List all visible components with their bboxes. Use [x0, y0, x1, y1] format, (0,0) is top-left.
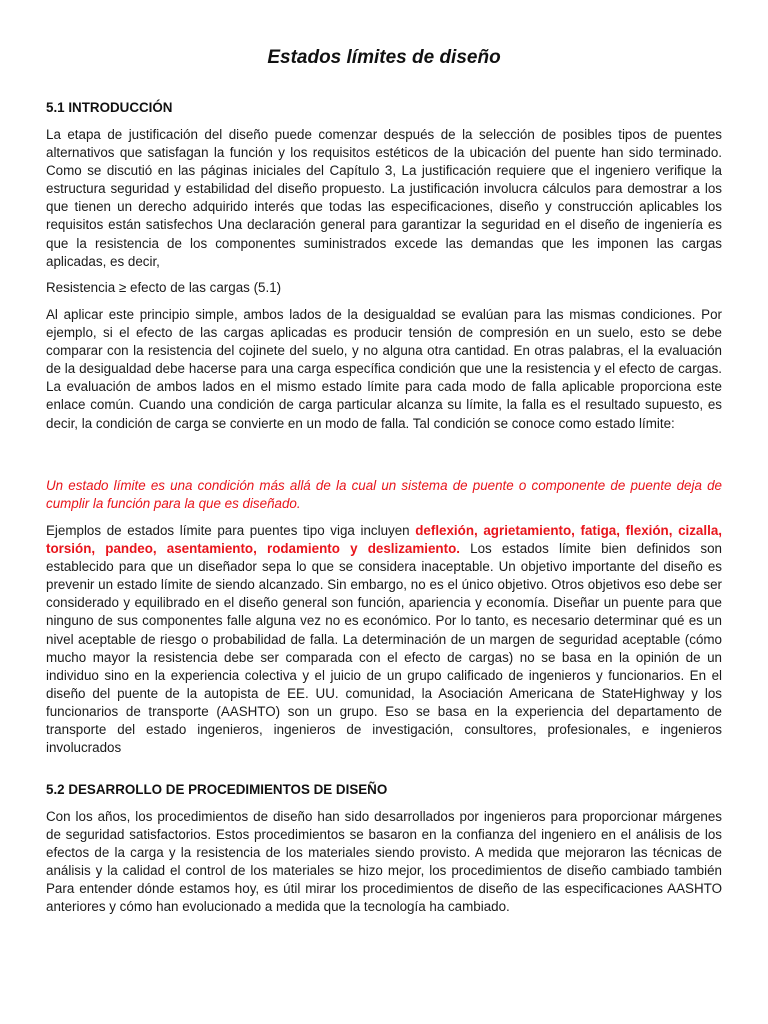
- definition-estado-limite: Un estado límite es una condición más allá de la cual un sistema de puente o componente de puente deja de cumplir la función para la que es diseñado.: [46, 478, 722, 512]
- page-title: Estados límites de diseño: [267, 47, 501, 68]
- paragraph-ejemplos-start: Ejemplos de estados límite para puentes tipo viga incluyen: [46, 523, 416, 538]
- paragraph-ejemplos-end: Los estados límite bien definidos son establecido para que un diseñador sepa lo que se considera inaceptable. Un objetivo importante del diseño es prevenir un estado límite de siendo alcanzado. Sin embargo, no es el único objetivo. Otros objetivos eso debe ser considerado y equilibrado en el diseño general son función, apariencia y economía. Diseñar un puente para que ninguno de sus componentes falle alguna vez no es económico. Por lo tanto, es necesario determinar qué es un nivel aceptable de riesgo o probabilidad de falla. La determinación de un margen de seguridad aceptable (cómo mucho mayor la resistencia debe ser comparada con el efecto de cargas) no se basa en la opinión de un individuo sino en la experiencia colectiva y el juicio de un grupo calificado de ingenieros y funcionarios. En el diseño del puente de la autopista de EE. UU. comunidad, la Asociación Americana de StateHighway y los funcionarios de transporte (AASHTO) son un grupo. Eso se basa en la experiencia del departamento de transporte del estado ingenieros, ingenieros de investigación, consultores, profesionales, e ingenieros involucrados: [46, 541, 722, 756]
- limit-states-list: deflexión, agrietamiento, fatiga, flexión, cizalla, torsión, pandeo, asentamiento, rodamiento y deslizamiento.: [46, 523, 722, 557]
- paragraph-principio: Al aplicar este principio simple, ambos lados de la desigualdad se evalúan para las mismas condiciones. Por ejemplo, si el efecto de las cargas aplicadas es producir tensión de compresión en un suelo, esto se debe comparar con la resistencia del cojinete del suelo, y no alguna otra cantidad. En otras palabras, el la evaluación de la desigualdad debe hacerse para una carga específica condición que une la resistencia y el efecto de cargas. La evaluación de ambos lados en el mismo estado límite para cada modo de falla aplicable proporciona este enlace común. Cuando una condición de carga particular alcanza su límite, la falla es el resultado supuesto, es decir, la condición de carga se convierte en un modo de falla. Tal condición se conoce como estado límite:: [46, 307, 722, 431]
- section-heading-introduccion: 5.1 INTRODUCCIÓN: [46, 100, 173, 115]
- paragraph-ejemplos: [46, 522, 722, 757]
- section-heading-desarrollo: 5.2 DESARROLLO DE PROCEDIMIENTOS DE DISEÑO: [46, 782, 388, 797]
- paragraph-procedimientos: Con los años, los procedimientos de diseño han sido desarrollados por ingenieros para proporcionar márgenes de seguridad satisfactorios. Estos procedimientos se basaron en la confianza del ingeniero en el análisis de los efectos de la carga y la resistencia de los materiales siendo provisto. A medida que mejoraron las técnicas de análisis y la calidad el control de los materiales se hizo mejor, los procedimientos de diseño cambiado también Para entender dónde estamos hoy, es útil mirar los procedimientos de diseño de las especificaciones AASHTO anteriores y cómo han evolucionado a medida que la tecnología ha cambiado.: [46, 809, 722, 915]
- equation-resistencia: Resistencia ≥ efecto de las cargas (5.1): [46, 280, 282, 295]
- paragraph-justificacion: La etapa de justificación del diseño puede comenzar después de la selección de posibles tipos de puentes alternativos que satisfagan la función y los requisitos estéticos de la ubicación del puente han sido terminado. Como se discutió en las páginas iniciales del Capítulo 3, La justificación requiere que el ingeniero verifique la estructura seguridad y estabilidad del diseño propuesto. La justificación involucra cálculos para demostrar a los que tienen un derecho adquirido interés que todas las especificaciones, diseño y construcción aplicables los requisitos están satisfechos Una declaración general para garantizar la seguridad en el diseño de ingeniería es que la resistencia de los componentes suministrados excede las demandas que les imponen las cargas aplicadas, es decir,: [46, 127, 722, 269]
